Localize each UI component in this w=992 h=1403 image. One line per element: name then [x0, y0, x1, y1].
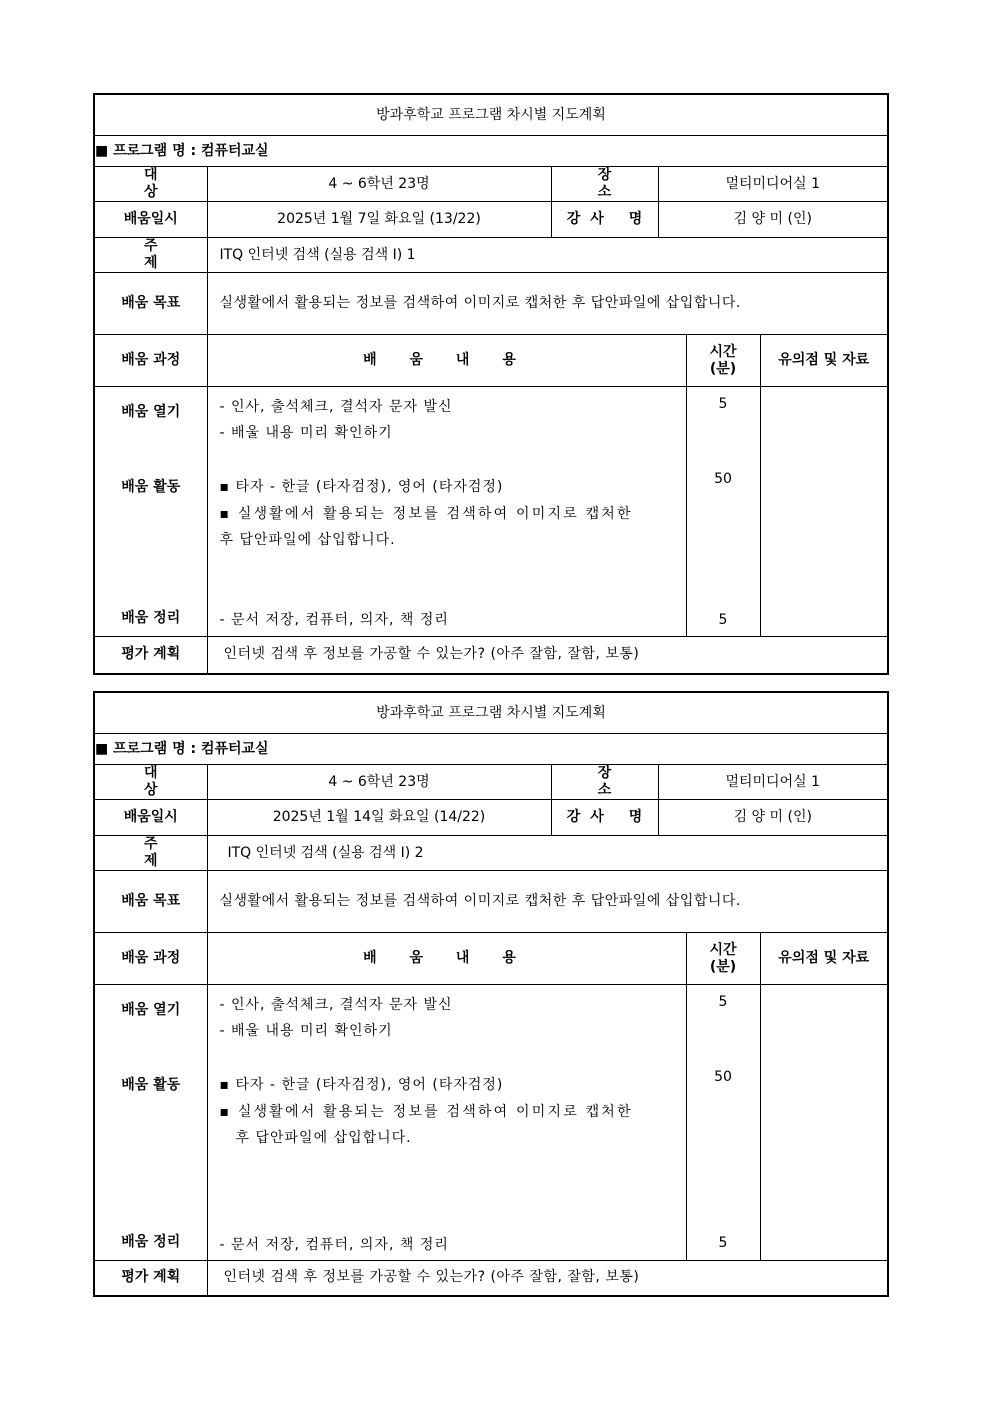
content-column [207, 985, 686, 1261]
place-value: 멀티미디어실 1 [658, 167, 887, 202]
activity-line-2: ▪ 실생활에서 활용되는 정보를 검색하여 이미지로 캡처한 [219, 506, 633, 522]
date-label: 배움일시 [95, 800, 207, 836]
lesson-plan-1 [93, 93, 889, 675]
eval-label: 평가 계획 [95, 637, 207, 673]
stage-open: 배움 열기 [121, 404, 181, 420]
activity-line-1: ▪ 타자 - 한글 (타자검정), 영어 (타자검정) [219, 1077, 504, 1093]
time-header: 시간 (분) [686, 933, 760, 985]
open-line-2: - 배울 내용 미리 확인하기 [219, 1023, 393, 1039]
time-close: 5 [718, 612, 728, 628]
date-value: 2025년 1월 7일 화요일 (13/22) [207, 202, 551, 238]
target-label: 대 상 [95, 765, 207, 800]
time-close: 5 [718, 1235, 728, 1251]
notes-column [760, 387, 887, 637]
activity-line-1: ▪ 타자 - 한글 (타자검정), 영어 (타자검정) [219, 479, 504, 495]
time-open: 5 [718, 994, 728, 1010]
topic-label: 주 제 [95, 238, 207, 273]
teacher-value: 김 양 미 (인) [658, 800, 887, 836]
program-name: ■ 프로그램 명 : 컴퓨터교실 [95, 136, 887, 167]
stage-activity: 배움 활동 [121, 1077, 181, 1093]
activity-line-2: ▪ 실생활에서 활용되는 정보를 검색하여 이미지로 캡처한 [219, 1104, 633, 1120]
stage-close: 배움 정리 [121, 1234, 181, 1250]
time-column [686, 387, 760, 637]
activity-line-3: 후 답안파일에 삽입합니다. [219, 532, 396, 548]
time-activity: 50 [714, 471, 732, 487]
place-label: 장 소 [551, 167, 658, 202]
topic-value: ITQ 인터넷 검색 (실용 검색 Ⅰ) 1 [207, 238, 887, 273]
close-line-1: - 문서 저장, 컴퓨터, 의자, 책 정리 [219, 1237, 449, 1253]
stage-open: 배움 열기 [121, 1002, 181, 1018]
stage-activity: 배움 활동 [121, 479, 181, 495]
notes-header: 유의점 및 자료 [760, 933, 887, 985]
content-header: 배 움 내 용 [207, 335, 686, 387]
content-header: 배 움 내 용 [207, 933, 686, 985]
activity-line-3: 후 답안파일에 삽입합니다. [235, 1130, 412, 1146]
goal-label: 배움 목표 [95, 871, 207, 933]
date-label: 배움일시 [95, 202, 207, 238]
goal-label: 배움 목표 [95, 273, 207, 335]
time-header: 시간 (분) [686, 335, 760, 387]
close-line-1: - 문서 저장, 컴퓨터, 의자, 책 정리 [219, 612, 449, 628]
teacher-value: 김 양 미 (인) [658, 202, 887, 238]
process-header: 배움 과정 [95, 335, 207, 387]
stage-close: 배움 정리 [121, 610, 181, 626]
content-column [207, 387, 686, 637]
notes-column [760, 985, 887, 1261]
goal-value: 실생활에서 활용되는 정보를 검색하여 이미지로 캡처한 후 답안파일에 삽입합니다. [207, 273, 887, 335]
notes-header: 유의점 및 자료 [760, 335, 887, 387]
stage-column [95, 985, 207, 1261]
time-open: 5 [718, 396, 728, 412]
target-value: 4 ~ 6학년 23명 [207, 167, 551, 202]
eval-label: 평가 계획 [95, 1261, 207, 1295]
target-value: 4 ~ 6학년 23명 [207, 765, 551, 800]
process-header: 배움 과정 [95, 933, 207, 985]
plan-title: 방과후학교 프로그램 차시별 지도계획 [95, 693, 887, 734]
eval-value: 인터넷 검색 후 정보를 가공할 수 있는가? (아주 잘함, 잘함, 보통) [207, 1261, 887, 1295]
time-column [686, 985, 760, 1261]
target-label: 대 상 [95, 167, 207, 202]
open-line-2: - 배울 내용 미리 확인하기 [219, 425, 393, 441]
date-value: 2025년 1월 14일 화요일 (14/22) [207, 800, 551, 836]
lesson-plan-2 [93, 691, 889, 1297]
program-name: ■ 프로그램 명 : 컴퓨터교실 [95, 734, 887, 765]
stage-column [95, 387, 207, 637]
teacher-label: 강사 명 [551, 202, 658, 238]
teacher-label: 강사 명 [551, 800, 658, 836]
topic-label: 주 제 [95, 836, 207, 871]
place-label: 장 소 [551, 765, 658, 800]
eval-value: 인터넷 검색 후 정보를 가공할 수 있는가? (아주 잘함, 잘함, 보통) [207, 637, 887, 673]
time-activity: 50 [714, 1069, 732, 1085]
goal-value: 실생활에서 활용되는 정보를 검색하여 이미지로 캡처한 후 답안파일에 삽입합니다. [207, 871, 887, 933]
open-line-1: - 인사, 출석체크, 결석자 문자 발신 [219, 997, 453, 1013]
place-value: 멀티미디어실 1 [658, 765, 887, 800]
plan-title: 방과후학교 프로그램 차시별 지도계획 [95, 95, 887, 136]
topic-value: ITQ 인터넷 검색 (실용 검색 Ⅰ) 2 [207, 836, 887, 871]
open-line-1: - 인사, 출석체크, 결석자 문자 발신 [219, 399, 453, 415]
